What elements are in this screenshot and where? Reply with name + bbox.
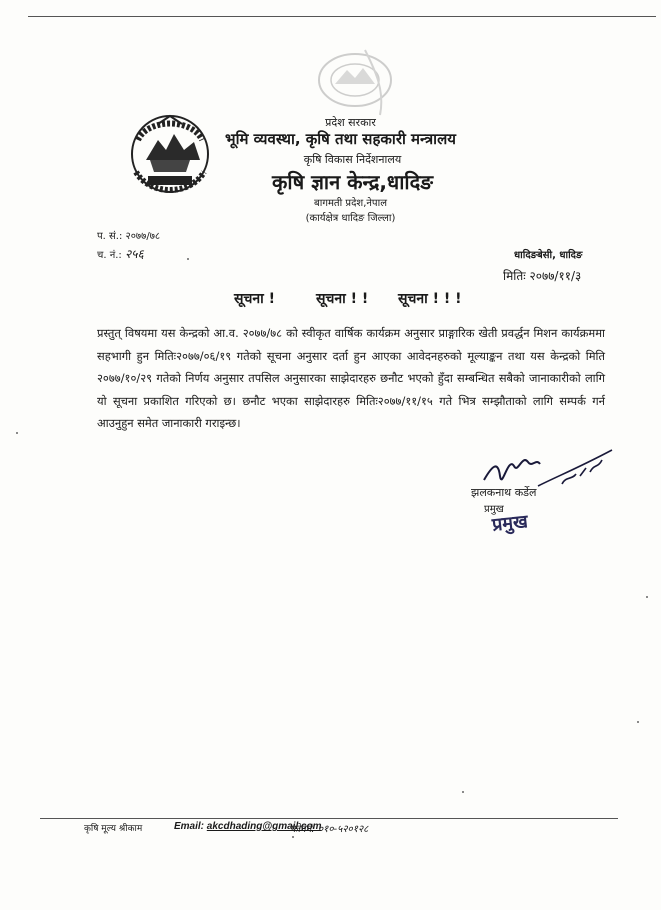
top-rule — [28, 16, 656, 17]
email-address[interactable]: akcdhading@gmail.com — [206, 821, 322, 832]
ministry-name: भूमि व्यवस्था, कृषि तथा सहकारी मन्त्रालय — [225, 130, 456, 148]
footer-rule — [40, 818, 618, 819]
directorate-name: कृषि विकास निर्देशनालय — [303, 153, 402, 166]
footer-office: कृषि मूल्य श्रीकाम — [84, 824, 143, 834]
seal-watermark — [305, 40, 405, 120]
notice-body: प्रस्तुत् विषयमा यस केन्द्रको आ.व. २०७७/७८ को स्वीकृत वार्षिक कार्यक्रम अनुसार प्राङ्गारिक खेती प्रवर्द्धन मिशन कार्यक्रममा सहभागी हुन मितिः२०७७/०६/१९ गतेको सूचना अनुसार दर्ता हुन आएका आवेदनहरुको मूल्याङ्कन तथा यस केन्द्रको मिति २०७७/१०/२९ गतेको निर्णय अनुसार तपसिल अनुसारका साझेदारहरु छनौट भएको हुँदा सम्बन्धित सबैको जानाकारीको लागि यो सूचना प्रकाशित गरिएको छ। छनौट भएका साझेदारहरु मितिः२०७७/११/१५ गते भित्र सम्झौताको लागि सम्पर्क गर्न आउनुहुन समेत जानाकारी गराइन्छ। — [97, 326, 605, 431]
footer-phone: फोननं: ०१०-५२०१२८ — [290, 824, 369, 835]
notice-title-2: सूचना ! ! — [316, 291, 369, 307]
notice-title-1: सूचना ! — [234, 291, 276, 307]
province-line: बागमती प्रदेश,नेपाल — [314, 198, 387, 209]
office-name: कृषि ज्ञान केन्द्र,धादिङ — [272, 170, 433, 194]
signatory-name: झलकनाथ कर्डेल — [471, 486, 537, 499]
date-line: मितिः २०७७/११/३ — [503, 269, 582, 283]
jurisdiction-line: (कार्यक्षेत्र धादिङ जिल्ला) — [305, 213, 396, 224]
email-label: Email: — [174, 821, 205, 832]
signatory-title: प्रमुख — [484, 504, 504, 515]
fiscal-year-ref: प. सं.: २०७७/७८ — [97, 231, 161, 242]
dispatch-label: च. नं.: — [97, 250, 122, 261]
notice-title-3: सूचना ! ! ! — [398, 291, 462, 307]
dispatch-ref — [97, 245, 144, 262]
dispatch-number: २५६ — [125, 247, 144, 261]
place-line: धादिङबेसी, धादिङ — [514, 250, 583, 261]
government-line: प्रदेश सरकार — [325, 116, 376, 129]
designation-stamp: प्रमुख — [491, 511, 529, 536]
